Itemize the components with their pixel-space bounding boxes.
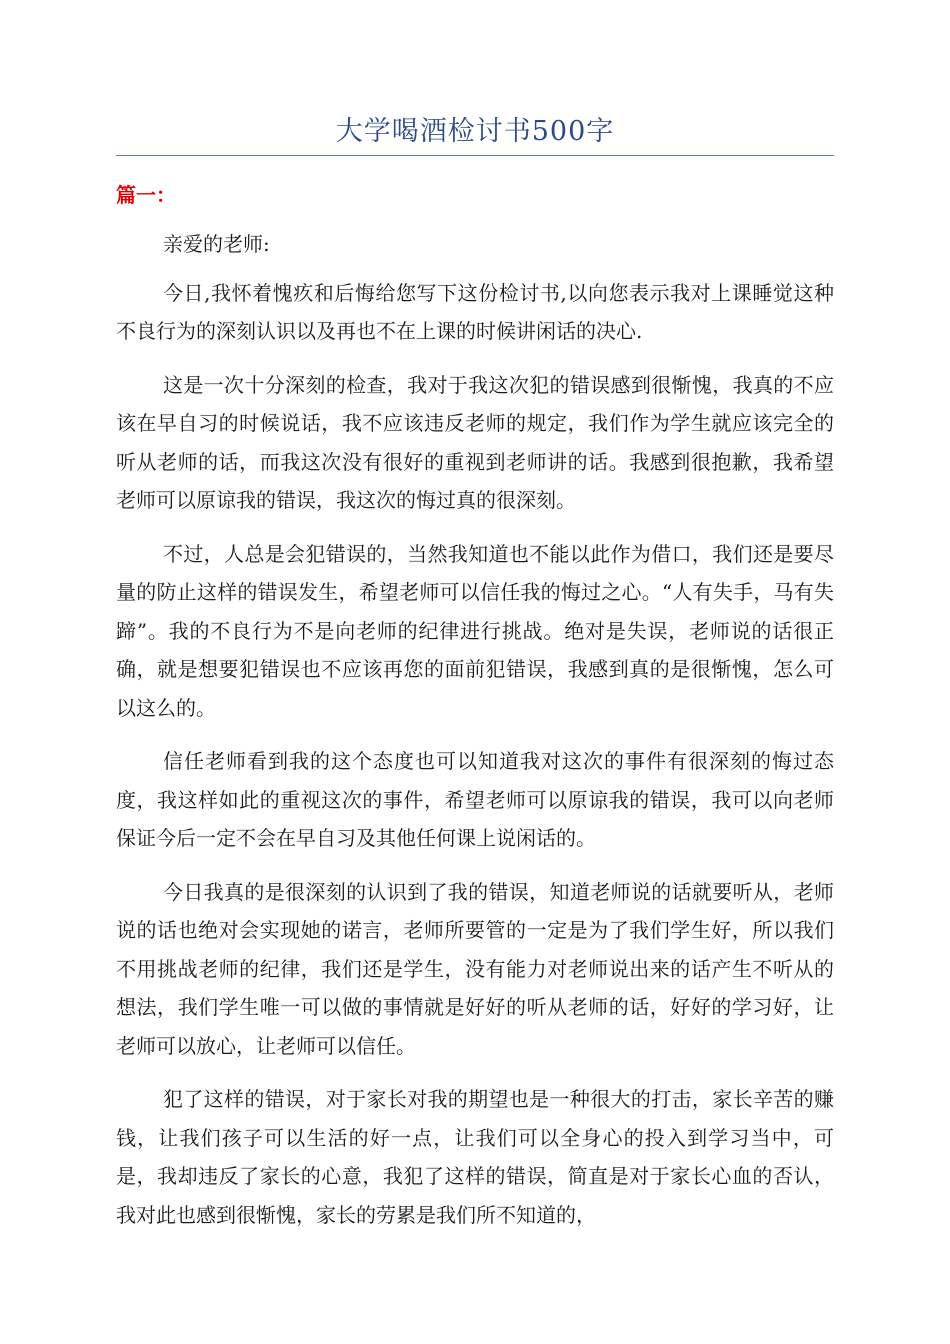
document-title: 大学喝酒检讨书500字 — [335, 116, 615, 147]
paragraph: 今日我真的是很深刻的认识到了我的错误，知道老师说的话就要听从，老师说的话也绝对会实现她的诺言，老师所要管的一定是为了我们学生好，所以我们不用挑战老师的纪律，我们还是学生，没有能力对老师说出来的话产生不听从的想法，我们学生唯一可以做的事情就是好好的听从老师的话，好好的学习好，让老师可以放心，让老师可以信任。 — [116, 879, 834, 1058]
paragraph: 这是一次十分深刻的检查，我对于我这次犯的错误感到很惭愧，我真的不应该在早自习的时候说话，我不应该违反老师的规定，我们作为学生就应该完全的听从老师的话，而我这次没有很好的重视到老师讲的话。我感到很抱歉，我希望老师可以原谅我的错误，我这次的悔过真的很深刻。 — [116, 372, 834, 512]
paragraph: 犯了这样的错误，对于家长对我的期望也是一种很大的打击，家长辛苦的赚钱，让我们孩子可以生活的好一点，让我们可以全身心的投入到学习当中，可是，我却违反了家长的心意，我犯了这样的错误，简直是对于家长心血的否认，我对此也感到很惭愧，家长的劳累是我们所不知道的， — [116, 1087, 834, 1227]
section-heading: 篇一： — [116, 183, 176, 207]
title-underline — [116, 155, 834, 156]
paragraph: 信任老师看到我的这个态度也可以知道我对这次的事件有很深刻的悔过态度，我这样如此的重视这次的事件，希望老师可以原谅我的错误，我可以向老师保证今后一定不会在早自习及其他任何课上说闲话的。 — [116, 749, 834, 850]
paragraph: 今日,我怀着愧疚和后悔给您写下这份检讨书,以向您表示我对上课睡觉这种不良行为的深刻认识以及再也不在上课的时候讲闲话的决心. — [116, 280, 834, 343]
salutation: 亲爱的老师: — [163, 232, 270, 256]
document-body — [116, 225, 834, 1249]
paragraph: 不过，人总是会犯错误的，当然我知道也不能以此作为借口，我们还是要尽量的防止这样的错误发生，希望老师可以信任我的悔过之心。“人有失手，马有失蹄”。我的不良行为不是向老师的纪律进行挑战。绝对是失误，老师说的话很正确，就是想要犯错误也不应该再您的面前犯错误，我感到真的是很惭愧，怎么可以这么的。 — [116, 541, 834, 720]
